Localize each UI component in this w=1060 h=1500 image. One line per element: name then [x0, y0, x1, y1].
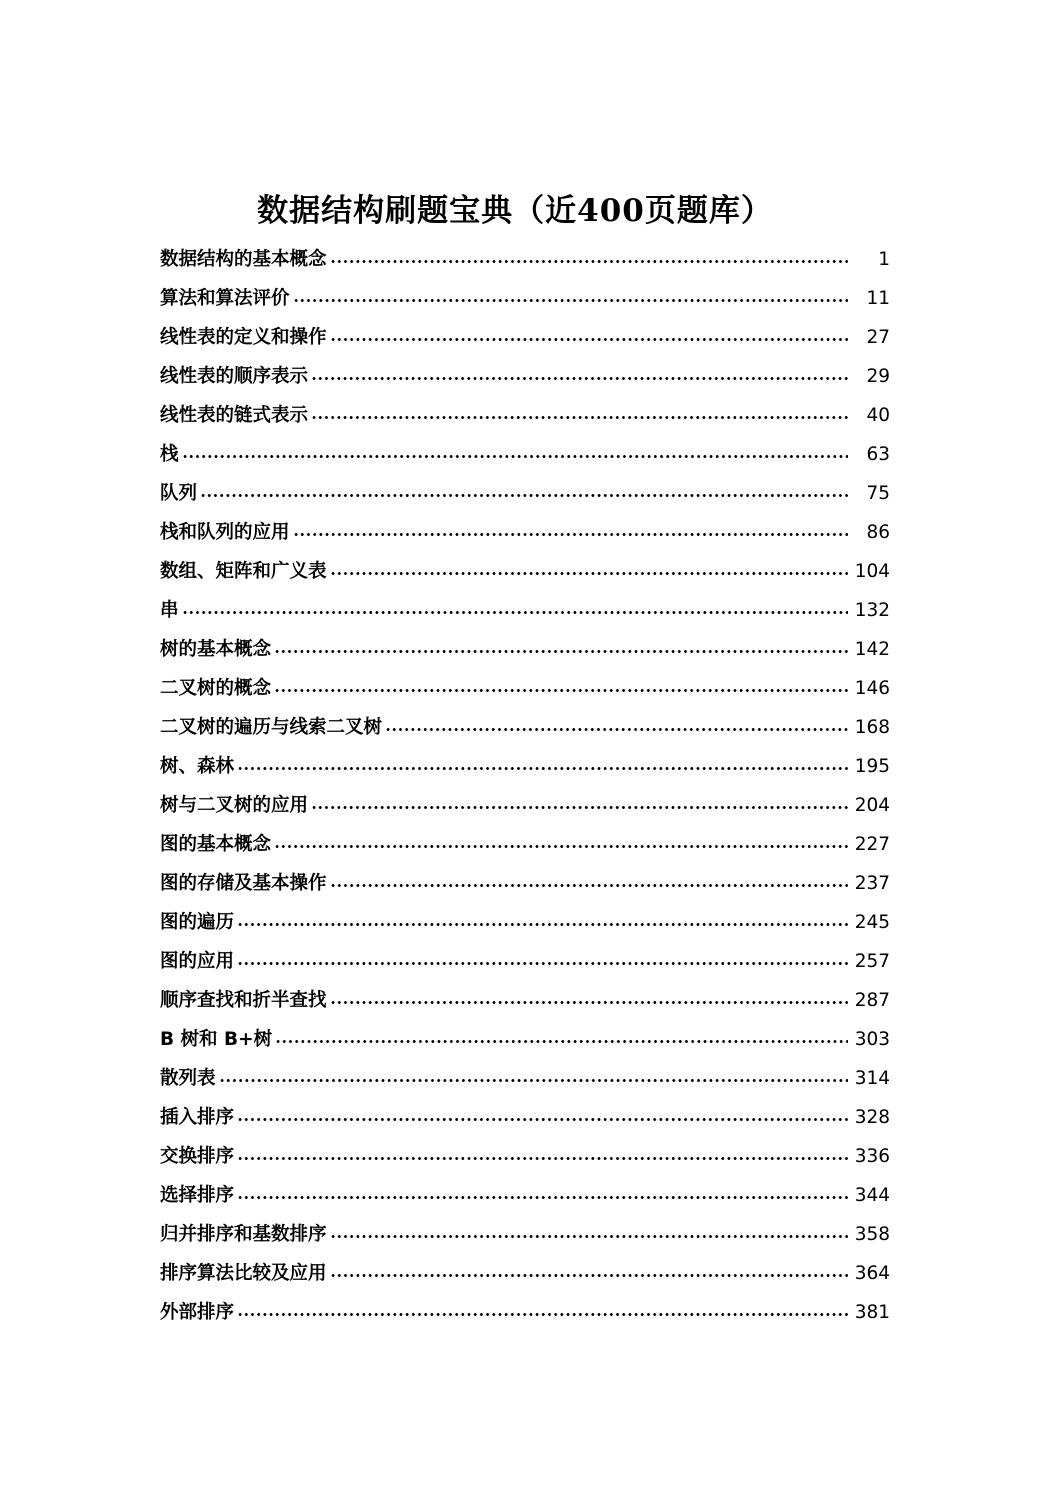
toc-dot-leader — [293, 299, 848, 302]
toc-page-number: 314 — [854, 1068, 890, 1089]
toc-page-number: 245 — [854, 912, 890, 933]
toc-entry-label: 图的应用 — [160, 951, 235, 972]
toc-page-number: 257 — [854, 951, 890, 972]
toc-entry-label: 选择排序 — [160, 1185, 235, 1206]
toc-dot-leader — [237, 1313, 848, 1316]
toc-page-number: 63 — [866, 444, 890, 465]
toc-entry-label: 算法和算法评价 — [160, 288, 290, 309]
toc-page-number: 40 — [866, 405, 890, 426]
table-of-contents — [160, 240, 890, 1332]
toc-entry-label: 串 — [160, 600, 179, 621]
toc-page-number: 303 — [854, 1029, 890, 1050]
toc-entry[interactable] — [160, 435, 890, 474]
toc-entry[interactable] — [160, 1137, 890, 1176]
toc-entry[interactable] — [160, 825, 890, 864]
toc-page-number: 142 — [854, 639, 890, 660]
toc-dot-leader — [237, 1196, 848, 1199]
toc-page-number: 364 — [854, 1263, 890, 1284]
toc-entry-label: 二叉树的概念 — [160, 678, 272, 699]
toc-entry[interactable] — [160, 279, 890, 318]
toc-entry[interactable] — [160, 1215, 890, 1254]
toc-entry[interactable] — [160, 396, 890, 435]
toc-page-number: 227 — [854, 834, 890, 855]
toc-entry[interactable] — [160, 1254, 890, 1293]
toc-dot-leader — [182, 455, 848, 458]
toc-entry-label: 树与二叉树的应用 — [160, 795, 309, 816]
toc-entry[interactable] — [160, 786, 890, 825]
toc-dot-leader — [311, 377, 848, 380]
toc-entry[interactable] — [160, 903, 890, 942]
toc-entry-label: 图的基本概念 — [160, 834, 272, 855]
toc-page-number: 328 — [854, 1107, 890, 1128]
toc-dot-leader — [311, 416, 848, 419]
toc-page-number: 104 — [854, 561, 890, 582]
toc-entry-label: 数组、矩阵和广义表 — [160, 561, 327, 582]
toc-entry-label: 外部排序 — [160, 1302, 235, 1323]
toc-page-number: 1 — [878, 249, 890, 270]
toc-page-number: 381 — [854, 1302, 890, 1323]
toc-dot-leader — [274, 845, 848, 848]
toc-page-number: 27 — [866, 327, 890, 348]
toc-entry[interactable] — [160, 240, 890, 279]
toc-entry-label: 图的遍历 — [160, 912, 235, 933]
toc-dot-leader — [274, 650, 848, 653]
toc-dot-leader — [311, 806, 848, 809]
toc-page-number: 195 — [854, 756, 890, 777]
toc-page-number: 358 — [854, 1224, 890, 1245]
toc-page-number: 146 — [854, 678, 890, 699]
toc-entry[interactable] — [160, 669, 890, 708]
toc-dot-leader — [274, 689, 848, 692]
toc-dot-leader — [330, 884, 848, 887]
toc-entry[interactable] — [160, 591, 890, 630]
toc-entry-label: B 树和 B+树 — [160, 1029, 273, 1050]
toc-dot-leader — [237, 962, 848, 965]
toc-entry-label: 树、森林 — [160, 756, 235, 777]
toc-page-number: 11 — [866, 288, 890, 309]
toc-entry[interactable] — [160, 357, 890, 396]
toc-entry-label: 图的存储及基本操作 — [160, 873, 327, 894]
toc-entry[interactable] — [160, 1176, 890, 1215]
toc-dot-leader — [330, 572, 848, 575]
toc-dot-leader — [293, 533, 848, 536]
toc-page-number: 344 — [854, 1185, 890, 1206]
toc-entry[interactable] — [160, 747, 890, 786]
toc-entry-label: 线性表的顺序表示 — [160, 366, 309, 387]
toc-entry-label: 交换排序 — [160, 1146, 235, 1167]
toc-entry-label: 归并排序和基数排序 — [160, 1224, 327, 1245]
toc-entry[interactable] — [160, 1059, 890, 1098]
toc-page-number: 132 — [854, 600, 890, 621]
toc-dot-leader — [330, 1274, 848, 1277]
toc-entry-label: 树的基本概念 — [160, 639, 272, 660]
toc-entry-label: 线性表的定义和操作 — [160, 327, 327, 348]
toc-page-number: 204 — [854, 795, 890, 816]
toc-dot-leader — [182, 611, 848, 614]
toc-page-number: 336 — [854, 1146, 890, 1167]
toc-entry-label: 线性表的链式表示 — [160, 405, 309, 426]
toc-entry-label: 数据结构的基本概念 — [160, 249, 327, 270]
toc-entry[interactable] — [160, 708, 890, 747]
toc-entry[interactable] — [160, 513, 890, 552]
toc-page-number: 75 — [866, 483, 890, 504]
toc-dot-leader — [219, 1079, 848, 1082]
toc-entry[interactable] — [160, 864, 890, 903]
toc-entry-label: 栈和队列的应用 — [160, 522, 290, 543]
toc-entry[interactable] — [160, 552, 890, 591]
toc-entry-label: 排序算法比较及应用 — [160, 1263, 327, 1284]
toc-entry[interactable] — [160, 318, 890, 357]
toc-dot-leader — [237, 767, 848, 770]
toc-entry-label: 二叉树的遍历与线索二叉树 — [160, 717, 383, 738]
toc-entry-label: 顺序查找和折半查找 — [160, 990, 327, 1011]
toc-dot-leader — [330, 260, 848, 263]
toc-entry-label: 栈 — [160, 444, 179, 465]
toc-entry[interactable] — [160, 942, 890, 981]
toc-entry-label: 散列表 — [160, 1068, 216, 1089]
toc-dot-leader — [275, 1040, 848, 1043]
toc-dot-leader — [237, 923, 848, 926]
toc-page-number: 237 — [854, 873, 890, 894]
toc-dot-leader — [330, 338, 848, 341]
toc-page-number: 86 — [866, 522, 890, 543]
toc-entry[interactable] — [160, 630, 890, 669]
toc-dot-leader — [237, 1118, 848, 1121]
toc-entry[interactable] — [160, 474, 890, 513]
toc-entry-label: 插入排序 — [160, 1107, 235, 1128]
toc-page-number: 168 — [854, 717, 890, 738]
page-title: 数据结构刷题宝典（近400页题库） — [257, 193, 773, 229]
toc-dot-leader — [385, 728, 848, 731]
toc-entry[interactable] — [160, 1020, 890, 1059]
toc-dot-leader — [237, 1157, 848, 1160]
toc-entry[interactable] — [160, 1293, 890, 1332]
toc-entry[interactable] — [160, 981, 890, 1020]
toc-entry[interactable] — [160, 1098, 890, 1137]
toc-page-number: 287 — [854, 990, 890, 1011]
toc-dot-leader — [200, 494, 848, 497]
toc-entry-label: 队列 — [160, 483, 198, 504]
toc-dot-leader — [330, 1001, 848, 1004]
toc-page-number: 29 — [866, 366, 890, 387]
toc-dot-leader — [330, 1235, 848, 1238]
